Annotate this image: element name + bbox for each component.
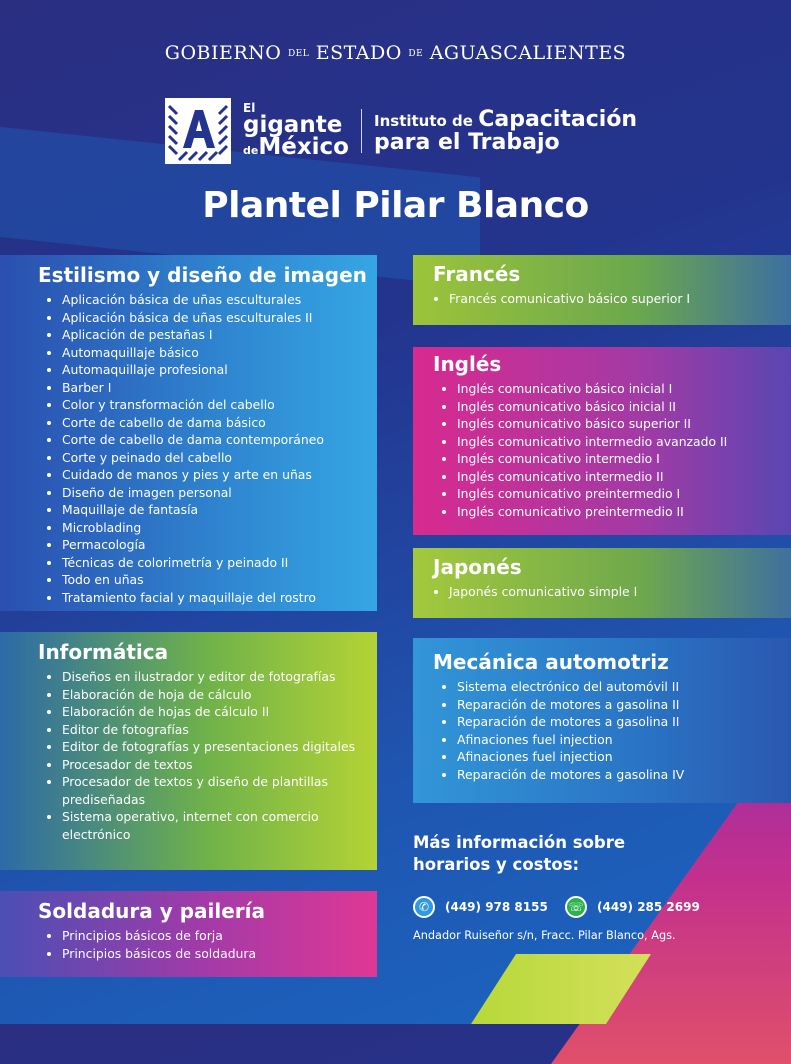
course-item: • Principios básicos de soldadura	[62, 945, 377, 963]
course-item: • Tratamiento facial y maquillaje del rostro	[62, 589, 377, 607]
logo-text-de: de	[243, 143, 259, 157]
course-panel-mecanica	[413, 638, 791, 803]
gigante-wordmark	[243, 103, 349, 158]
logo-text-gigante: gigante	[243, 111, 343, 138]
course-item: • Aplicación de pestañas I	[62, 326, 377, 344]
course-item: • Principios básicos de forja	[62, 927, 377, 945]
course-panel-informatica	[0, 632, 377, 870]
course-list	[433, 678, 791, 783]
whatsapp-contact[interactable]	[565, 896, 700, 918]
course-panel-ingles	[413, 347, 791, 535]
course-item: • Afinaciones fuel injection	[457, 748, 791, 766]
course-panel-soldadura	[0, 891, 377, 977]
course-panel-estilismo	[0, 255, 377, 611]
logo-text-el: El	[243, 101, 256, 116]
course-item: • Francés comunicativo básico superior I	[449, 290, 791, 308]
course-item: • Diseño de imagen personal	[62, 484, 377, 502]
course-item: • Automaquillaje profesional	[62, 361, 377, 379]
panel-heading: Inglés	[433, 352, 502, 376]
course-item: • Procesador de textos y diseño de plantillas prediseñadas	[62, 773, 377, 808]
panel-heading: Mecánica automotriz	[433, 650, 669, 674]
government-header	[0, 42, 791, 64]
course-item: • Reparación de motores a gasolina IV	[457, 766, 791, 784]
gov-text-2: ESTADO	[315, 42, 402, 64]
logo-text-mexico: México	[258, 133, 349, 160]
course-item: • Sistema electrónico del automóvil II	[457, 678, 791, 696]
course-item: • Procesador de textos	[62, 756, 377, 774]
course-item: • Japonés comunicativo simple I	[449, 583, 791, 601]
contact-title-line1: Más información sobre	[413, 833, 626, 852]
course-panel-japones	[413, 548, 791, 618]
course-list	[38, 668, 377, 843]
institute-wordmark	[374, 108, 637, 154]
course-item: • Inglés comunicativo intermedio I	[457, 450, 791, 468]
course-item: • Corte de cabello de dama básico	[62, 414, 377, 432]
course-item: • Aplicación básica de uñas esculturales	[62, 291, 377, 309]
page-title: Plantel Pilar Blanco	[202, 185, 589, 226]
course-item: • Reparación de motores a gasolina II	[457, 713, 791, 731]
whatsapp-number[interactable]: (449) 285 2699	[597, 900, 700, 914]
course-item: • Técnicas de colorimetría y peinado II	[62, 554, 377, 572]
course-item: • Editor de fotografías y presentaciones digitales	[62, 738, 377, 756]
institute-highlight: Capacitación	[478, 106, 638, 132]
gigante-logo-icon	[165, 98, 231, 164]
institute-prefix: Instituto de	[374, 111, 473, 130]
panel-heading: Japonés	[433, 555, 522, 579]
course-item: • Corte de cabello de dama contemporáneo	[62, 431, 377, 449]
panel-heading: Soldadura y pailería	[38, 899, 265, 923]
course-item: • Inglés comunicativo intermedio II	[457, 468, 791, 486]
course-item: • Automaquillaje básico	[62, 344, 377, 362]
course-item: • Inglés comunicativo básico superior II	[457, 415, 791, 433]
course-item: • Inglés comunicativo básico inicial II	[457, 398, 791, 416]
course-item: • Sistema operativo, internet con comercio electrónico	[62, 808, 377, 843]
course-item: • Corte y peinado del cabello	[62, 449, 377, 467]
gov-text-small-1: DEL	[287, 49, 310, 59]
panel-heading: Informática	[38, 640, 169, 664]
course-item: • Diseños en ilustrador y editor de fotografías	[62, 668, 377, 686]
panel-heading: Estilismo y diseño de imagen	[38, 263, 367, 287]
institute-line2: para el Trabajo	[374, 130, 560, 155]
course-item: • Aplicación básica de uñas esculturales II	[62, 309, 377, 327]
course-list	[38, 291, 377, 606]
address: Andador Ruiseñor s/n, Fracc. Pilar Blanco, Ags.	[413, 929, 676, 942]
course-item: • Elaboración de hoja de cálculo	[62, 686, 377, 704]
course-item: • Inglés comunicativo preintermedio I	[457, 485, 791, 503]
course-item: • Afinaciones fuel injection	[457, 731, 791, 749]
course-item: • Inglés comunicativo básico inicial I	[457, 380, 791, 398]
course-list	[433, 290, 791, 308]
course-panel-frances	[413, 255, 791, 325]
course-item: • Reparación de motores a gasolina II	[457, 696, 791, 714]
course-item: • Inglés comunicativo intermedio avanzado II	[457, 433, 791, 451]
course-item: • Editor de fotografías	[62, 721, 377, 739]
whatsapp-icon: ☏	[565, 896, 587, 918]
course-list	[38, 927, 377, 962]
logo-row	[165, 98, 637, 164]
course-item: • Todo en uñas	[62, 571, 377, 589]
course-list	[433, 583, 791, 601]
gov-text-3: AGUASCALIENTES	[429, 42, 627, 64]
course-item: • Elaboración de hojas de cálculo II	[62, 703, 377, 721]
contact-title-line2: horarios y costos:	[413, 855, 580, 874]
course-item: • Color y transformación del cabello	[62, 396, 377, 414]
course-item: • Maquillaje de fantasía	[62, 501, 377, 519]
panel-heading: Francés	[433, 262, 521, 286]
gov-text-small-2: DE	[408, 49, 424, 59]
contact-title	[413, 832, 625, 876]
course-item: • Barber I	[62, 379, 377, 397]
course-item: • Cuidado de manos y pies y arte en uñas	[62, 466, 377, 484]
course-list	[433, 380, 791, 520]
phone-icon: ✆	[413, 896, 435, 918]
course-item: • Permacología	[62, 536, 377, 554]
gov-text-1: GOBIERNO	[164, 42, 282, 64]
phone-contact[interactable]	[413, 896, 548, 918]
phone-number[interactable]: (449) 978 8155	[445, 900, 548, 914]
logo-divider	[361, 109, 362, 153]
course-item: • Microblading	[62, 519, 377, 537]
course-item: • Inglés comunicativo preintermedio II	[457, 503, 791, 521]
